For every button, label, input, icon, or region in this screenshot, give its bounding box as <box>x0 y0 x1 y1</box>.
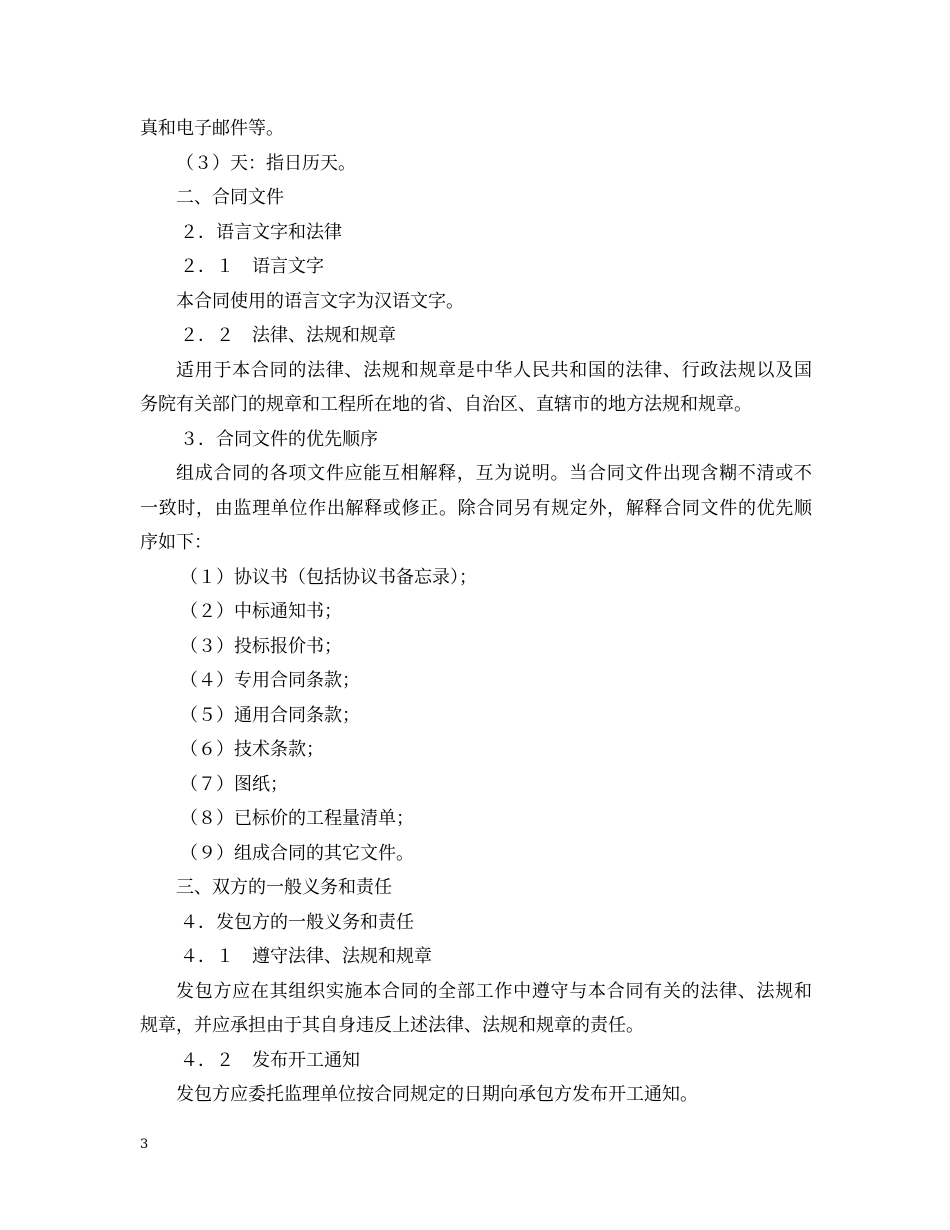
text-line: ２．２ 法律、法规和规章 <box>180 325 396 346</box>
text-line: ２．１ 语言文字 <box>180 256 324 277</box>
text-line: （３）天：指日历天。 <box>176 152 356 174</box>
text-line: （１）协议书（包括协议书备忘录）； <box>180 566 477 588</box>
text-line: 发包方应在其组织实施本合同的全部工作中遵守与本合同有关的法律、法规和 <box>176 980 812 1002</box>
document-body <box>140 112 812 1113</box>
text-line: （４）专用合同条款； <box>180 670 360 691</box>
text-line: ３．合同文件的优先顺序 <box>180 428 378 450</box>
text-line: （６）技术条款； <box>180 739 324 760</box>
text-line: （２）中标通知书； <box>180 601 342 622</box>
text-line: 组成合同的各项文件应能互相解释，互为说明。当合同文件出现含糊不清或不 <box>176 463 812 484</box>
text-line: 规章，并应承担由于其自身违反上述法律、法规和规章的责任。 <box>140 1015 644 1036</box>
page-number: 3 <box>140 1137 149 1152</box>
text-line: 真和电子邮件等。 <box>140 118 284 139</box>
text-line: ４．２ 发布开工通知 <box>180 1049 360 1071</box>
text-line: （７）图纸； <box>180 773 288 795</box>
text-line: ４．发包方的一般义务和责任 <box>180 911 414 933</box>
text-line: 二、合同文件 <box>176 187 284 208</box>
text-line: 序如下： <box>140 532 212 553</box>
text-line: 三、双方的一般义务和责任 <box>176 877 392 898</box>
text-line: 务院有关部门的规章和工程所在地的省、自治区、直辖市的地方法规和规章。 <box>140 394 752 415</box>
text-line: （５）通用合同条款； <box>180 704 360 726</box>
text-line: 发包方应委托监理单位按合同规定的日期向承包方发布开工通知。 <box>176 1084 698 1105</box>
text-line: （３）投标报价书； <box>180 635 342 657</box>
text-line: ４．１ 遵守法律、法规和规章 <box>180 946 432 967</box>
text-line: （９）组成合同的其它文件。 <box>180 842 414 864</box>
text-line: 适用于本合同的法律、法规和规章是中华人民共和国的法律、行政法规以及国 <box>176 359 812 381</box>
text-line: ２．语言文字和法律 <box>180 221 342 243</box>
text-line: 本合同使用的语言文字为汉语文字。 <box>176 290 464 312</box>
text-line: （８）已标价的工程量清单； <box>180 808 414 829</box>
text-line: 一致时，由监理单位作出解释或修正。除合同另有规定外，解释合同文件的优先顺 <box>140 497 812 519</box>
